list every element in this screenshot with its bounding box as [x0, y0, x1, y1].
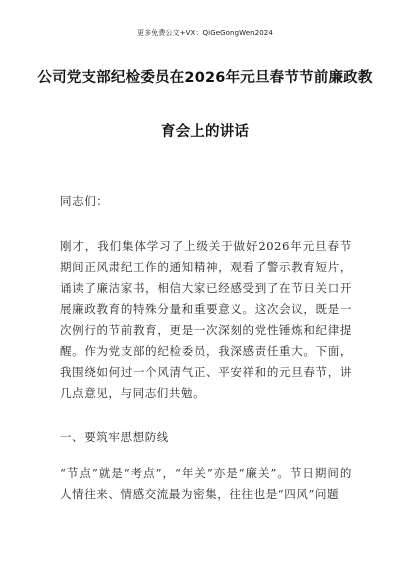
- header-note: 更多免费公文+VX：QiGeGongWen2024: [137, 29, 273, 37]
- document-title-line-2: 育会上的讲话: [160, 124, 250, 140]
- greeting: 同志们：: [60, 194, 109, 208]
- body-paragraph-1: 刚才，我们集体学习了上级关于做好2026年元旦春节期间正风肃纪工作的通知精神，观看了警示教育短片，诵读了廉洁家书，相信大家已经感受到了在节日关口开展廉政教育的特殊分量和重要意义。这次会议，既是一次例行的节前教育，更是一次深刻的党性锤炼和纪律提醒。作为党支部的纪检委员，我深感责任重大。下面，我围绕如何过一个风清气正、平安祥和的元旦春节，讲几点意见，与同志们共勉。: [60, 239, 352, 400]
- document-title-line-1: 公司党支部纪检委员在2026年元旦春节节前廉政教: [37, 70, 373, 86]
- section-heading-1: 一、要筑牢思想防线: [60, 430, 169, 444]
- body-paragraph-2: “节点”就是“考点”，“年关”亦是“廉关”。节日期间的人情往来、情感交流最为密集，往往也是“四风”问题: [60, 466, 352, 501]
